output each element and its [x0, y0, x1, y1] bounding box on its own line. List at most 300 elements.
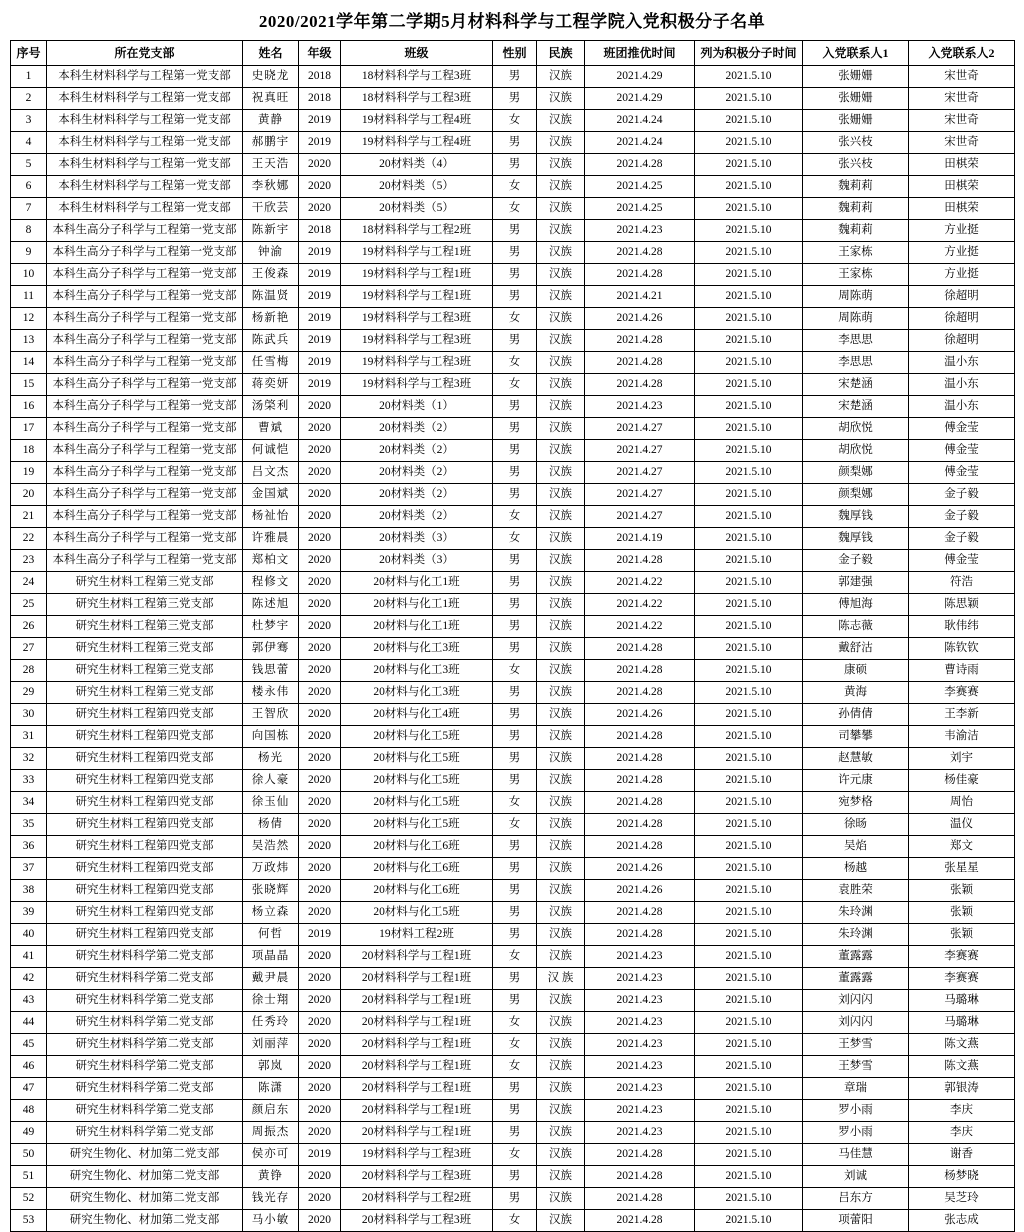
cell-activist-time: 2021.5.10 [695, 462, 803, 484]
cell-gender: 男 [493, 484, 537, 506]
cell-liaison-1: 金子毅 [803, 550, 909, 572]
cell-liaison-2: 马璐琳 [909, 1012, 1015, 1034]
cell-ethnicity: 汉族 [537, 264, 585, 286]
cell-name: 陈新宇 [243, 220, 299, 242]
cell-class: 20材料与化工1班 [341, 616, 493, 638]
cell-activist-time: 2021.5.10 [695, 792, 803, 814]
cell-liaison-1: 宋楚涵 [803, 374, 909, 396]
cell-index: 50 [11, 1144, 47, 1166]
cell-liaison-2: 张星星 [909, 858, 1015, 880]
cell-gender: 女 [493, 814, 537, 836]
cell-index: 17 [11, 418, 47, 440]
cell-gender: 女 [493, 198, 537, 220]
cell-liaison-1: 董露露 [803, 946, 909, 968]
cell-activist-time: 2021.5.10 [695, 902, 803, 924]
cell-gender: 男 [493, 242, 537, 264]
cell-activist-time: 2021.5.10 [695, 528, 803, 550]
cell-liaison-2: 谢香 [909, 1144, 1015, 1166]
cell-recommend-time: 2021.4.24 [585, 132, 695, 154]
cell-name: 钟渝 [243, 242, 299, 264]
table-row [11, 110, 1015, 132]
cell-recommend-time: 2021.4.28 [585, 902, 695, 924]
cell-liaison-1: 李思思 [803, 352, 909, 374]
cell-activist-time: 2021.5.10 [695, 1034, 803, 1056]
cell-liaison-1: 朱玲渊 [803, 924, 909, 946]
cell-ethnicity: 汉族 [537, 572, 585, 594]
column-header-grade: 年级 [299, 41, 341, 66]
cell-recommend-time: 2021.4.28 [585, 1210, 695, 1232]
cell-recommend-time: 2021.4.28 [585, 836, 695, 858]
cell-recommend-time: 2021.4.28 [585, 330, 695, 352]
cell-gender: 男 [493, 418, 537, 440]
cell-activist-time: 2021.5.10 [695, 1166, 803, 1188]
cell-name: 杨光 [243, 748, 299, 770]
cell-liaison-1: 魏莉莉 [803, 220, 909, 242]
cell-recommend-time: 2021.4.26 [585, 858, 695, 880]
cell-liaison-2: 杨佳豪 [909, 770, 1015, 792]
cell-recommend-time: 2021.4.29 [585, 88, 695, 110]
cell-liaison-1: 王家栋 [803, 264, 909, 286]
cell-branch: 本科生材料科学与工程第一党支部 [47, 154, 243, 176]
table-row [11, 836, 1015, 858]
cell-activist-time: 2021.5.10 [695, 506, 803, 528]
cell-branch: 研究生材料工程第四党支部 [47, 770, 243, 792]
cell-ethnicity: 汉族 [537, 748, 585, 770]
cell-class: 20材料与化工6班 [341, 858, 493, 880]
cell-activist-time: 2021.5.10 [695, 1122, 803, 1144]
cell-grade: 2020 [299, 638, 341, 660]
cell-class: 20材料科学与工程3班 [341, 1166, 493, 1188]
cell-name: 郑柏文 [243, 550, 299, 572]
cell-liaison-1: 孙倩倩 [803, 704, 909, 726]
table-row [11, 242, 1015, 264]
cell-class: 20材料类（5） [341, 176, 493, 198]
cell-recommend-time: 2021.4.25 [585, 198, 695, 220]
cell-gender: 男 [493, 770, 537, 792]
table-row [11, 726, 1015, 748]
cell-grade: 2020 [299, 858, 341, 880]
cell-name: 黄铮 [243, 1166, 299, 1188]
cell-gender: 男 [493, 1122, 537, 1144]
cell-liaison-1: 张兴枝 [803, 154, 909, 176]
cell-recommend-time: 2021.4.23 [585, 990, 695, 1012]
table-row [11, 638, 1015, 660]
cell-liaison-2: 张志成 [909, 1210, 1015, 1232]
cell-liaison-2: 张颖 [909, 880, 1015, 902]
cell-ethnicity: 汉族 [537, 638, 585, 660]
cell-class: 20材料类（2） [341, 440, 493, 462]
cell-gender: 女 [493, 660, 537, 682]
cell-branch: 研究生材料工程第四党支部 [47, 902, 243, 924]
table-row [11, 1034, 1015, 1056]
cell-branch: 本科生高分子科学与工程第一党支部 [47, 484, 243, 506]
cell-liaison-1: 康硕 [803, 660, 909, 682]
cell-index: 25 [11, 594, 47, 616]
cell-grade: 2020 [299, 462, 341, 484]
cell-liaison-1: 魏厚钱 [803, 528, 909, 550]
cell-ethnicity: 汉族 [537, 88, 585, 110]
cell-index: 51 [11, 1166, 47, 1188]
cell-liaison-2: 傅金莹 [909, 440, 1015, 462]
cell-branch: 本科生高分子科学与工程第一党支部 [47, 264, 243, 286]
cell-class: 20材料类（1） [341, 396, 493, 418]
cell-index: 19 [11, 462, 47, 484]
cell-ethnicity: 汉族 [537, 946, 585, 968]
cell-activist-time: 2021.5.10 [695, 88, 803, 110]
cell-grade: 2018 [299, 88, 341, 110]
cell-activist-time: 2021.5.10 [695, 220, 803, 242]
cell-class: 20材料与化工1班 [341, 572, 493, 594]
cell-name: 吴浩然 [243, 836, 299, 858]
cell-recommend-time: 2021.4.28 [585, 814, 695, 836]
column-header-index: 序号 [11, 41, 47, 66]
cell-class: 20材料与化工5班 [341, 770, 493, 792]
cell-recommend-time: 2021.4.28 [585, 550, 695, 572]
cell-recommend-time: 2021.4.28 [585, 748, 695, 770]
cell-liaison-2: 陈文燕 [909, 1056, 1015, 1078]
cell-class: 18材料科学与工程3班 [341, 88, 493, 110]
cell-ethnicity: 汉族 [537, 990, 585, 1012]
cell-name: 王天浩 [243, 154, 299, 176]
cell-activist-time: 2021.5.10 [695, 132, 803, 154]
cell-activist-time: 2021.5.10 [695, 110, 803, 132]
cell-activist-time: 2021.5.10 [695, 264, 803, 286]
cell-name: 刘丽萍 [243, 1034, 299, 1056]
cell-activist-time: 2021.5.10 [695, 1056, 803, 1078]
cell-recommend-time: 2021.4.26 [585, 880, 695, 902]
cell-class: 18材料科学与工程2班 [341, 220, 493, 242]
cell-ethnicity: 汉族 [537, 1144, 585, 1166]
cell-recommend-time: 2021.4.25 [585, 176, 695, 198]
cell-grade: 2020 [299, 792, 341, 814]
cell-recommend-time: 2021.4.29 [585, 66, 695, 88]
table-row [11, 154, 1015, 176]
cell-index: 7 [11, 198, 47, 220]
table-header-row [11, 41, 1015, 66]
cell-liaison-2: 韦渝洁 [909, 726, 1015, 748]
cell-name: 蒋奕妍 [243, 374, 299, 396]
cell-index: 6 [11, 176, 47, 198]
cell-liaison-1: 吕东方 [803, 1188, 909, 1210]
cell-index: 35 [11, 814, 47, 836]
cell-gender: 男 [493, 594, 537, 616]
cell-name: 郭伊骞 [243, 638, 299, 660]
cell-branch: 本科生材料科学与工程第一党支部 [47, 132, 243, 154]
cell-class: 19材料科学与工程3班 [341, 330, 493, 352]
cell-index: 24 [11, 572, 47, 594]
cell-grade: 2020 [299, 198, 341, 220]
cell-name: 马小敏 [243, 1210, 299, 1232]
cell-recommend-time: 2021.4.23 [585, 1034, 695, 1056]
cell-grade: 2020 [299, 946, 341, 968]
cell-name: 杜梦宇 [243, 616, 299, 638]
cell-name: 杨新艳 [243, 308, 299, 330]
cell-liaison-1: 戴舒沽 [803, 638, 909, 660]
cell-liaison-1: 王家栋 [803, 242, 909, 264]
cell-gender: 男 [493, 440, 537, 462]
cell-name: 程修文 [243, 572, 299, 594]
cell-class: 20材料类（4） [341, 154, 493, 176]
cell-ethnicity: 汉族 [537, 440, 585, 462]
cell-gender: 女 [493, 1034, 537, 1056]
cell-ethnicity: 汉族 [537, 1188, 585, 1210]
cell-liaison-1: 郭建强 [803, 572, 909, 594]
cell-grade: 2020 [299, 880, 341, 902]
cell-branch: 研究生材料工程第四党支部 [47, 726, 243, 748]
cell-gender: 男 [493, 638, 537, 660]
cell-branch: 研究生材料工程第三党支部 [47, 638, 243, 660]
cell-index: 29 [11, 682, 47, 704]
cell-branch: 本科生高分子科学与工程第一党支部 [47, 506, 243, 528]
cell-liaison-2: 金子毅 [909, 506, 1015, 528]
cell-grade: 2020 [299, 418, 341, 440]
cell-grade: 2019 [299, 132, 341, 154]
cell-class: 19材料科学与工程1班 [341, 242, 493, 264]
cell-gender: 男 [493, 88, 537, 110]
cell-branch: 研究生物化、材加第二党支部 [47, 1210, 243, 1232]
cell-liaison-2: 傅金莹 [909, 462, 1015, 484]
cell-liaison-1: 陈志薇 [803, 616, 909, 638]
cell-name: 祝真旺 [243, 88, 299, 110]
cell-liaison-1: 周陈萌 [803, 308, 909, 330]
cell-gender: 男 [493, 154, 537, 176]
cell-liaison-2: 吴芝玲 [909, 1188, 1015, 1210]
cell-ethnicity: 汉族 [537, 726, 585, 748]
cell-liaison-1: 李思思 [803, 330, 909, 352]
cell-liaison-1: 魏厚钱 [803, 506, 909, 528]
cell-index: 33 [11, 770, 47, 792]
cell-branch: 研究生材料工程第四党支部 [47, 748, 243, 770]
cell-recommend-time: 2021.4.23 [585, 1078, 695, 1100]
cell-branch: 研究生材料科学第二党支部 [47, 1034, 243, 1056]
cell-branch: 研究生材料科学第二党支部 [47, 990, 243, 1012]
cell-name: 何哲 [243, 924, 299, 946]
cell-activist-time: 2021.5.10 [695, 968, 803, 990]
cell-name: 杨祉怡 [243, 506, 299, 528]
cell-activist-time: 2021.5.10 [695, 352, 803, 374]
cell-liaison-2: 金子毅 [909, 528, 1015, 550]
cell-gender: 男 [493, 330, 537, 352]
table-row [11, 198, 1015, 220]
cell-activist-time: 2021.5.10 [695, 638, 803, 660]
cell-grade: 2020 [299, 594, 341, 616]
cell-liaison-1: 刘诚 [803, 1166, 909, 1188]
cell-grade: 2019 [299, 264, 341, 286]
table-row [11, 528, 1015, 550]
cell-recommend-time: 2021.4.22 [585, 616, 695, 638]
cell-index: 42 [11, 968, 47, 990]
cell-recommend-time: 2021.4.27 [585, 440, 695, 462]
cell-index: 18 [11, 440, 47, 462]
cell-index: 12 [11, 308, 47, 330]
cell-liaison-2: 李庆 [909, 1100, 1015, 1122]
cell-name: 颜启东 [243, 1100, 299, 1122]
cell-liaison-2: 李赛赛 [909, 968, 1015, 990]
cell-class: 20材料科学与工程1班 [341, 1122, 493, 1144]
table-row [11, 352, 1015, 374]
cell-gender: 女 [493, 374, 537, 396]
cell-name: 任秀玲 [243, 1012, 299, 1034]
cell-activist-time: 2021.5.10 [695, 374, 803, 396]
cell-recommend-time: 2021.4.28 [585, 660, 695, 682]
cell-liaison-1: 罗小雨 [803, 1122, 909, 1144]
cell-ethnicity: 汉族 [537, 506, 585, 528]
cell-ethnicity: 汉族 [537, 220, 585, 242]
table-row [11, 924, 1015, 946]
cell-index: 32 [11, 748, 47, 770]
cell-liaison-2: 傅金莹 [909, 418, 1015, 440]
cell-index: 37 [11, 858, 47, 880]
table-row [11, 1122, 1015, 1144]
cell-index: 2 [11, 88, 47, 110]
cell-recommend-time: 2021.4.27 [585, 506, 695, 528]
cell-liaison-2: 张颖 [909, 902, 1015, 924]
cell-ethnicity: 汉族 [537, 1078, 585, 1100]
cell-index: 8 [11, 220, 47, 242]
cell-branch: 研究生材料工程第三党支部 [47, 616, 243, 638]
cell-recommend-time: 2021.4.27 [585, 418, 695, 440]
cell-activist-time: 2021.5.10 [695, 572, 803, 594]
cell-activist-time: 2021.5.10 [695, 880, 803, 902]
cell-name: 张晓辉 [243, 880, 299, 902]
cell-ethnicity: 汉族 [537, 308, 585, 330]
cell-activist-time: 2021.5.10 [695, 682, 803, 704]
cell-liaison-1: 宋楚涵 [803, 396, 909, 418]
cell-grade: 2018 [299, 220, 341, 242]
cell-liaison-2: 李赛赛 [909, 682, 1015, 704]
cell-branch: 研究生材料科学第二党支部 [47, 946, 243, 968]
table-row [11, 1188, 1015, 1210]
cell-branch: 本科生高分子科学与工程第一党支部 [47, 528, 243, 550]
cell-liaison-2: 田棋荣 [909, 154, 1015, 176]
table-row [11, 1144, 1015, 1166]
cell-gender: 男 [493, 1078, 537, 1100]
cell-liaison-2: 金子毅 [909, 484, 1015, 506]
cell-liaison-2: 刘宇 [909, 748, 1015, 770]
cell-grade: 2020 [299, 1078, 341, 1100]
cell-class: 19材料科学与工程4班 [341, 132, 493, 154]
cell-ethnicity: 汉族 [537, 176, 585, 198]
cell-index: 46 [11, 1056, 47, 1078]
cell-liaison-2: 马璐琳 [909, 990, 1015, 1012]
table-row [11, 814, 1015, 836]
cell-name: 钱思蕾 [243, 660, 299, 682]
cell-gender: 男 [493, 264, 537, 286]
table-body [11, 66, 1015, 1232]
cell-recommend-time: 2021.4.28 [585, 242, 695, 264]
column-header-activist-time: 列为积极分子时间 [695, 41, 803, 66]
cell-branch: 研究生材料工程第四党支部 [47, 792, 243, 814]
cell-liaison-2: 田棋荣 [909, 176, 1015, 198]
cell-branch: 本科生高分子科学与工程第一党支部 [47, 308, 243, 330]
cell-branch: 本科生高分子科学与工程第一党支部 [47, 352, 243, 374]
cell-name: 王智欣 [243, 704, 299, 726]
cell-name: 徐人豪 [243, 770, 299, 792]
cell-branch: 研究生材料工程第四党支部 [47, 814, 243, 836]
cell-ethnicity: 汉族 [537, 528, 585, 550]
cell-name: 任雪梅 [243, 352, 299, 374]
cell-recommend-time: 2021.4.28 [585, 638, 695, 660]
cell-activist-time: 2021.5.10 [695, 66, 803, 88]
cell-class: 20材料科学与工程1班 [341, 968, 493, 990]
cell-grade: 2020 [299, 154, 341, 176]
cell-name: 侯亦可 [243, 1144, 299, 1166]
cell-class: 20材料类（2） [341, 506, 493, 528]
cell-index: 34 [11, 792, 47, 814]
table-row [11, 902, 1015, 924]
cell-class: 19材料科学与工程1班 [341, 264, 493, 286]
cell-liaison-2: 温仪 [909, 814, 1015, 836]
cell-ethnicity: 汉族 [537, 242, 585, 264]
cell-index: 38 [11, 880, 47, 902]
cell-branch: 研究生材料科学第二党支部 [47, 1100, 243, 1122]
cell-ethnicity: 汉族 [537, 550, 585, 572]
cell-ethnicity: 汉族 [537, 792, 585, 814]
cell-ethnicity: 汉族 [537, 1210, 585, 1232]
cell-recommend-time: 2021.4.28 [585, 770, 695, 792]
cell-recommend-time: 2021.4.28 [585, 264, 695, 286]
cell-ethnicity: 汉族 [537, 374, 585, 396]
cell-grade: 2020 [299, 1034, 341, 1056]
cell-activist-time: 2021.5.10 [695, 726, 803, 748]
cell-liaison-1: 张姗姗 [803, 110, 909, 132]
table-row [11, 506, 1015, 528]
cell-branch: 本科生材料科学与工程第一党支部 [47, 88, 243, 110]
cell-liaison-1: 颜梨娜 [803, 462, 909, 484]
cell-liaison-1: 朱玲渊 [803, 902, 909, 924]
table-row [11, 396, 1015, 418]
cell-index: 27 [11, 638, 47, 660]
cell-liaison-1: 颜梨娜 [803, 484, 909, 506]
cell-name: 许雅晨 [243, 528, 299, 550]
table-row [11, 308, 1015, 330]
cell-recommend-time: 2021.4.28 [585, 1144, 695, 1166]
cell-branch: 本科生材料科学与工程第一党支部 [47, 198, 243, 220]
cell-liaison-1: 魏莉莉 [803, 198, 909, 220]
cell-ethnicity: 汉族 [537, 418, 585, 440]
cell-liaison-1: 张兴枝 [803, 132, 909, 154]
cell-grade: 2019 [299, 352, 341, 374]
cell-branch: 本科生材料科学与工程第一党支部 [47, 176, 243, 198]
cell-liaison-2: 徐超明 [909, 308, 1015, 330]
cell-branch: 本科生高分子科学与工程第一党支部 [47, 418, 243, 440]
cell-name: 周振杰 [243, 1122, 299, 1144]
cell-class: 20材料科学与工程1班 [341, 1056, 493, 1078]
cell-liaison-1: 王梦雪 [803, 1034, 909, 1056]
cell-branch: 研究生材料工程第三党支部 [47, 682, 243, 704]
cell-ethnicity: 汉族 [537, 352, 585, 374]
cell-gender: 男 [493, 880, 537, 902]
cell-recommend-time: 2021.4.26 [585, 308, 695, 330]
column-header-liaison-2: 入党联系人2 [909, 41, 1015, 66]
cell-gender: 男 [493, 286, 537, 308]
cell-index: 4 [11, 132, 47, 154]
cell-index: 13 [11, 330, 47, 352]
cell-grade: 2020 [299, 396, 341, 418]
cell-index: 31 [11, 726, 47, 748]
cell-liaison-2: 郭银涛 [909, 1078, 1015, 1100]
cell-gender: 男 [493, 726, 537, 748]
cell-class: 20材料与化工1班 [341, 594, 493, 616]
cell-recommend-time: 2021.4.23 [585, 1122, 695, 1144]
cell-ethnicity: 汉族 [537, 396, 585, 418]
cell-branch: 研究生材料科学第二党支部 [47, 968, 243, 990]
cell-gender: 女 [493, 352, 537, 374]
cell-ethnicity: 汉族 [537, 704, 585, 726]
cell-recommend-time: 2021.4.26 [585, 704, 695, 726]
table-row [11, 792, 1015, 814]
table-row [11, 220, 1015, 242]
